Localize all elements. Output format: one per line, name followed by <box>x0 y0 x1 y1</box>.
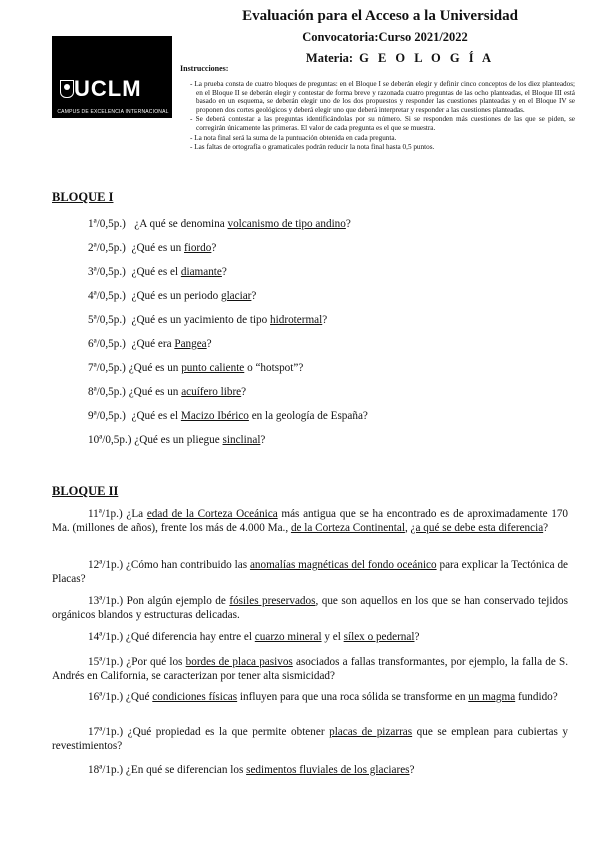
question-9: 9ª/0,5p.) ¿Qué es el Macizo Ibérico en la geología de España? <box>88 410 368 422</box>
uclm-logo <box>52 36 172 118</box>
question-3: 3ª/0,5p.) ¿Qué es el diamante? <box>88 266 227 278</box>
question-11: 11ª/1p.) ¿La edad de la Corteza Oceánica más antigua que se ha encontrado es de aproximadamente 170 Ma. (millones de años), frente los más de 4.000 Ma., de la Corteza Continental, ¿a qué se debe esta diferencia? <box>52 508 569 534</box>
question-15: 15ª/1p.) ¿Por qué los bordes de placa pasivos asociados a fallas transformantes, por ejemplo, la falla de S. Andrés en California, se caracterizan por tener alta sismicidad? <box>52 656 569 682</box>
question-10: 10ª/0,5p.) ¿Qué es un pliegue sinclinal? <box>88 434 266 446</box>
instructions-list <box>190 80 575 153</box>
question-2: 2ª/0,5p.) ¿Qué es un fiordo? <box>88 242 217 254</box>
instruction-item: - Se deberá contestar a las preguntas identificándolas por su número. Si se responden más cuestiones de las que se piden, se corregirán únicamente las primeras. El valor de cada pregunta es el que se muestra. <box>190 115 575 132</box>
question-4: 4ª/0,5p.) ¿Qué es un periodo glaciar? <box>88 290 257 302</box>
question-7: 7ª/0,5p.) ¿Qué es un punto caliente o “hotspot”? <box>88 362 304 374</box>
question-14: 14ª/1p.) ¿Qué diferencia hay entre el cuarzo mineral y el sílex o pedernal? <box>88 631 420 643</box>
question-17: 17ª/1p.) ¿Qué propiedad es la que permite obtener placas de pizarras que se emplean para cubiertas y revestimientos? <box>52 726 569 752</box>
materia <box>300 51 500 66</box>
instruction-item: - Las faltas de ortografía o gramaticales podrán reducir la nota final hasta 0,5 puntos. <box>190 143 575 152</box>
question-6: 6ª/0,5p.) ¿Qué era Pangea? <box>88 338 212 350</box>
exam-title: Evaluación para el Acceso a la Universidad <box>242 8 518 24</box>
bloque-2-title: BLOQUE II <box>52 484 119 498</box>
crest-icon <box>60 80 74 98</box>
convocatoria: Convocatoria:Curso 2021/2022 <box>302 30 468 44</box>
instruction-item: - La prueba consta de cuatro bloques de preguntas: en el Bloque I se deberán elegir y definir cinco conceptos de los diez planteados; en el Bloque II se deberán elegir y contestar de forma breve y razonada cuatro preguntas de las ocho planteadas, el Bloque III está basado en un esquema, se deberán elegir uno de los dos propuestos y responder las cuestiones planteadas y en el Bloque IV se proponen dos cortes geológicos y deberá elegir uno que deberá interpretar y responder a las cuestiones planteadas. <box>190 80 575 114</box>
question-13: 13ª/1p.) Pon algún ejemplo de fósiles preservados, que son aquellos en los que se han conservado tejidos orgánicos blandos y estructuras delicadas. <box>52 595 569 621</box>
materia-label: Materia: <box>305 51 354 65</box>
question-1: 1ª/0,5p.) ¿A qué se denomina volcanismo de tipo andino? <box>88 218 351 230</box>
bloque-1-title: BLOQUE I <box>52 190 114 204</box>
question-8: 8ª/0,5p.) ¿Qué es un acuífero libre? <box>88 386 247 398</box>
logo-name: UCLM <box>74 76 142 101</box>
question-5: 5ª/0,5p.) ¿Qué es un yacimiento de tipo hidrotermal? <box>88 314 328 326</box>
materia-value: G E O L O G Í A <box>359 51 495 65</box>
question-16: 16ª/1p.) ¿Qué condiciones físicas influyen para que una roca sólida se transforme en un magma fundido? <box>88 691 558 703</box>
question-12: 12ª/1p.) ¿Cómo han contribuido las anomalías magnéticas del fondo oceánico para explicar la Tectónica de Placas? <box>52 559 569 585</box>
instruction-item: - La nota final será la suma de la puntuación obtenida en cada pregunta. <box>190 134 575 143</box>
question-18: 18ª/1p.) ¿En qué se diferencian los sedimentos fluviales de los glaciares? <box>88 764 415 776</box>
logo-tagline: CAMPUS DE EXCELENCIA INTERNACIONAL <box>57 109 169 115</box>
instructions-heading: Instrucciones: <box>180 64 229 73</box>
